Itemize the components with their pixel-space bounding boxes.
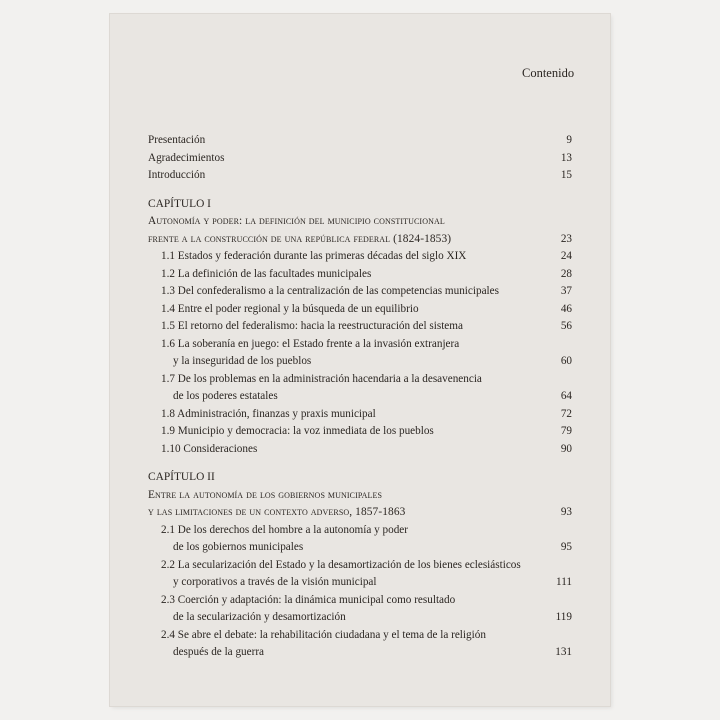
page-number: 60 xyxy=(560,355,572,367)
entry-title: de los poderes estatales xyxy=(173,390,278,402)
chapter-1-label xyxy=(148,196,572,214)
entry-title: después de la guerra xyxy=(173,646,265,658)
entry-title: 2.2 La secularización del Estado y la desamortización de los bienes eclesiásticos xyxy=(161,558,521,571)
entry-title: 1.7 De los problemas en la administración hacendaria a la desavenencia xyxy=(161,372,482,385)
toc-section-1-7 xyxy=(148,371,572,389)
entry-title: 2.3 Coerción y adaptación: la dinámica municipal como resultado xyxy=(161,593,456,606)
page-number: 119 xyxy=(555,611,572,623)
toc-entry-presentacion xyxy=(148,132,572,150)
toc-entry-introduccion xyxy=(148,167,572,185)
toc-section-1-7-continued xyxy=(148,388,572,406)
running-head: Contenido xyxy=(522,66,575,80)
toc-section-2-4 xyxy=(148,627,572,645)
page-number: 56 xyxy=(560,320,572,332)
toc-section-1-2 xyxy=(148,266,572,284)
entry-title: Introducción xyxy=(148,169,206,181)
page-number: 95 xyxy=(560,541,572,553)
entry-title: 1.8 Administración, finanzas y praxis municipal xyxy=(161,407,376,420)
toc-section-1-10 xyxy=(148,441,572,459)
page-number: 23 xyxy=(560,232,572,245)
page-number: 79 xyxy=(560,425,572,437)
entry-title: 1.1 Estados y federación durante las primeras décadas del siglo XIX xyxy=(161,250,467,262)
entry-title: de los gobiernos municipales xyxy=(173,541,304,553)
page-number: 13 xyxy=(560,151,572,164)
toc-section-2-3 xyxy=(148,592,572,610)
chapter-2-label xyxy=(148,469,572,487)
toc-section-1-3 xyxy=(148,283,572,301)
toc-entry-agradecimientos xyxy=(148,150,572,168)
page-number: 9 xyxy=(566,134,572,146)
toc-section-1-9 xyxy=(148,423,572,441)
page-number: 24 xyxy=(560,250,572,262)
entry-title: 2.1 De los derechos del hombre a la autonomía y poder xyxy=(161,523,408,536)
entry-title: 1.3 Del confederalismo a la centralización de las competencias municipales xyxy=(161,285,499,297)
page-number: 131 xyxy=(555,646,572,658)
entry-title: 1.5 El retorno del federalismo: hacia la reestructuración del sistema xyxy=(161,320,463,332)
page-number: 37 xyxy=(560,285,572,297)
entry-title: de la secularización y desamortización xyxy=(173,611,346,623)
entry-title: 1.4 Entre el poder regional y la búsqueda de un equilibrio xyxy=(161,302,419,315)
entry-title: Entre la autonomía de los gobiernos municipales xyxy=(148,488,383,501)
chapter-2-title-line-1 xyxy=(148,487,572,505)
toc-section-2-4-continued xyxy=(148,644,572,662)
toc-section-1-6 xyxy=(148,336,572,354)
entry-title: 1.6 La soberanía en juego: el Estado frente a la invasión extranjera xyxy=(161,337,460,350)
entry-title: y corporativos a través de la visión municipal xyxy=(173,576,377,588)
entry-title: Agradecimientos xyxy=(148,151,225,164)
entry-title: Autonomía y poder: la definición del municipio constitucional xyxy=(148,215,445,227)
entry-title: y la inseguridad de los pueblos xyxy=(173,355,312,367)
entry-title: 1.9 Municipio y democracia: la voz inmediata de los pueblos xyxy=(161,425,434,437)
entry-title: 2.4 Se abre el debate: la rehabilitación ciudadana y el tema de la religión xyxy=(161,628,486,641)
page-number: 72 xyxy=(560,407,572,420)
entry-title: CAPÍTULO I xyxy=(148,197,211,210)
chapter-1-title-line-1 xyxy=(148,213,572,231)
chapter-2-title-line-2 xyxy=(148,504,572,522)
page-number: 64 xyxy=(560,390,572,402)
entry-title: Presentación xyxy=(148,134,206,146)
entry-title: CAPÍTULO II xyxy=(148,471,215,483)
toc-section-1-8 xyxy=(148,406,572,424)
page-number: 46 xyxy=(560,302,572,315)
toc-section-2-2-continued xyxy=(148,574,572,592)
entry-title: 1.10 Consideraciones xyxy=(161,442,258,455)
toc-section-2-1-continued xyxy=(148,539,572,557)
chapter-1-title-line-2 xyxy=(148,231,572,249)
entry-title: y las limitaciones de un contexto adverso, 1857-1863 xyxy=(148,506,406,518)
entry-title: 1.2 La definición de las facultades municipales xyxy=(161,267,372,280)
table-of-contents xyxy=(148,132,572,662)
toc-section-2-2 xyxy=(148,557,572,575)
page-number: 90 xyxy=(560,442,572,455)
page-number: 28 xyxy=(560,267,572,280)
toc-section-1-6-continued xyxy=(148,353,572,371)
toc-section-1-4 xyxy=(148,301,572,319)
page-number: 93 xyxy=(560,506,572,518)
page-number: 15 xyxy=(560,169,572,181)
toc-section-1-5 xyxy=(148,318,572,336)
entry-title: frente a la construcción de una república federal (1824-1853) xyxy=(148,232,452,245)
toc-section-1-1 xyxy=(148,248,572,266)
toc-section-2-3-continued xyxy=(148,609,572,627)
page-number: 111 xyxy=(556,576,572,588)
toc-section-2-1 xyxy=(148,522,572,540)
